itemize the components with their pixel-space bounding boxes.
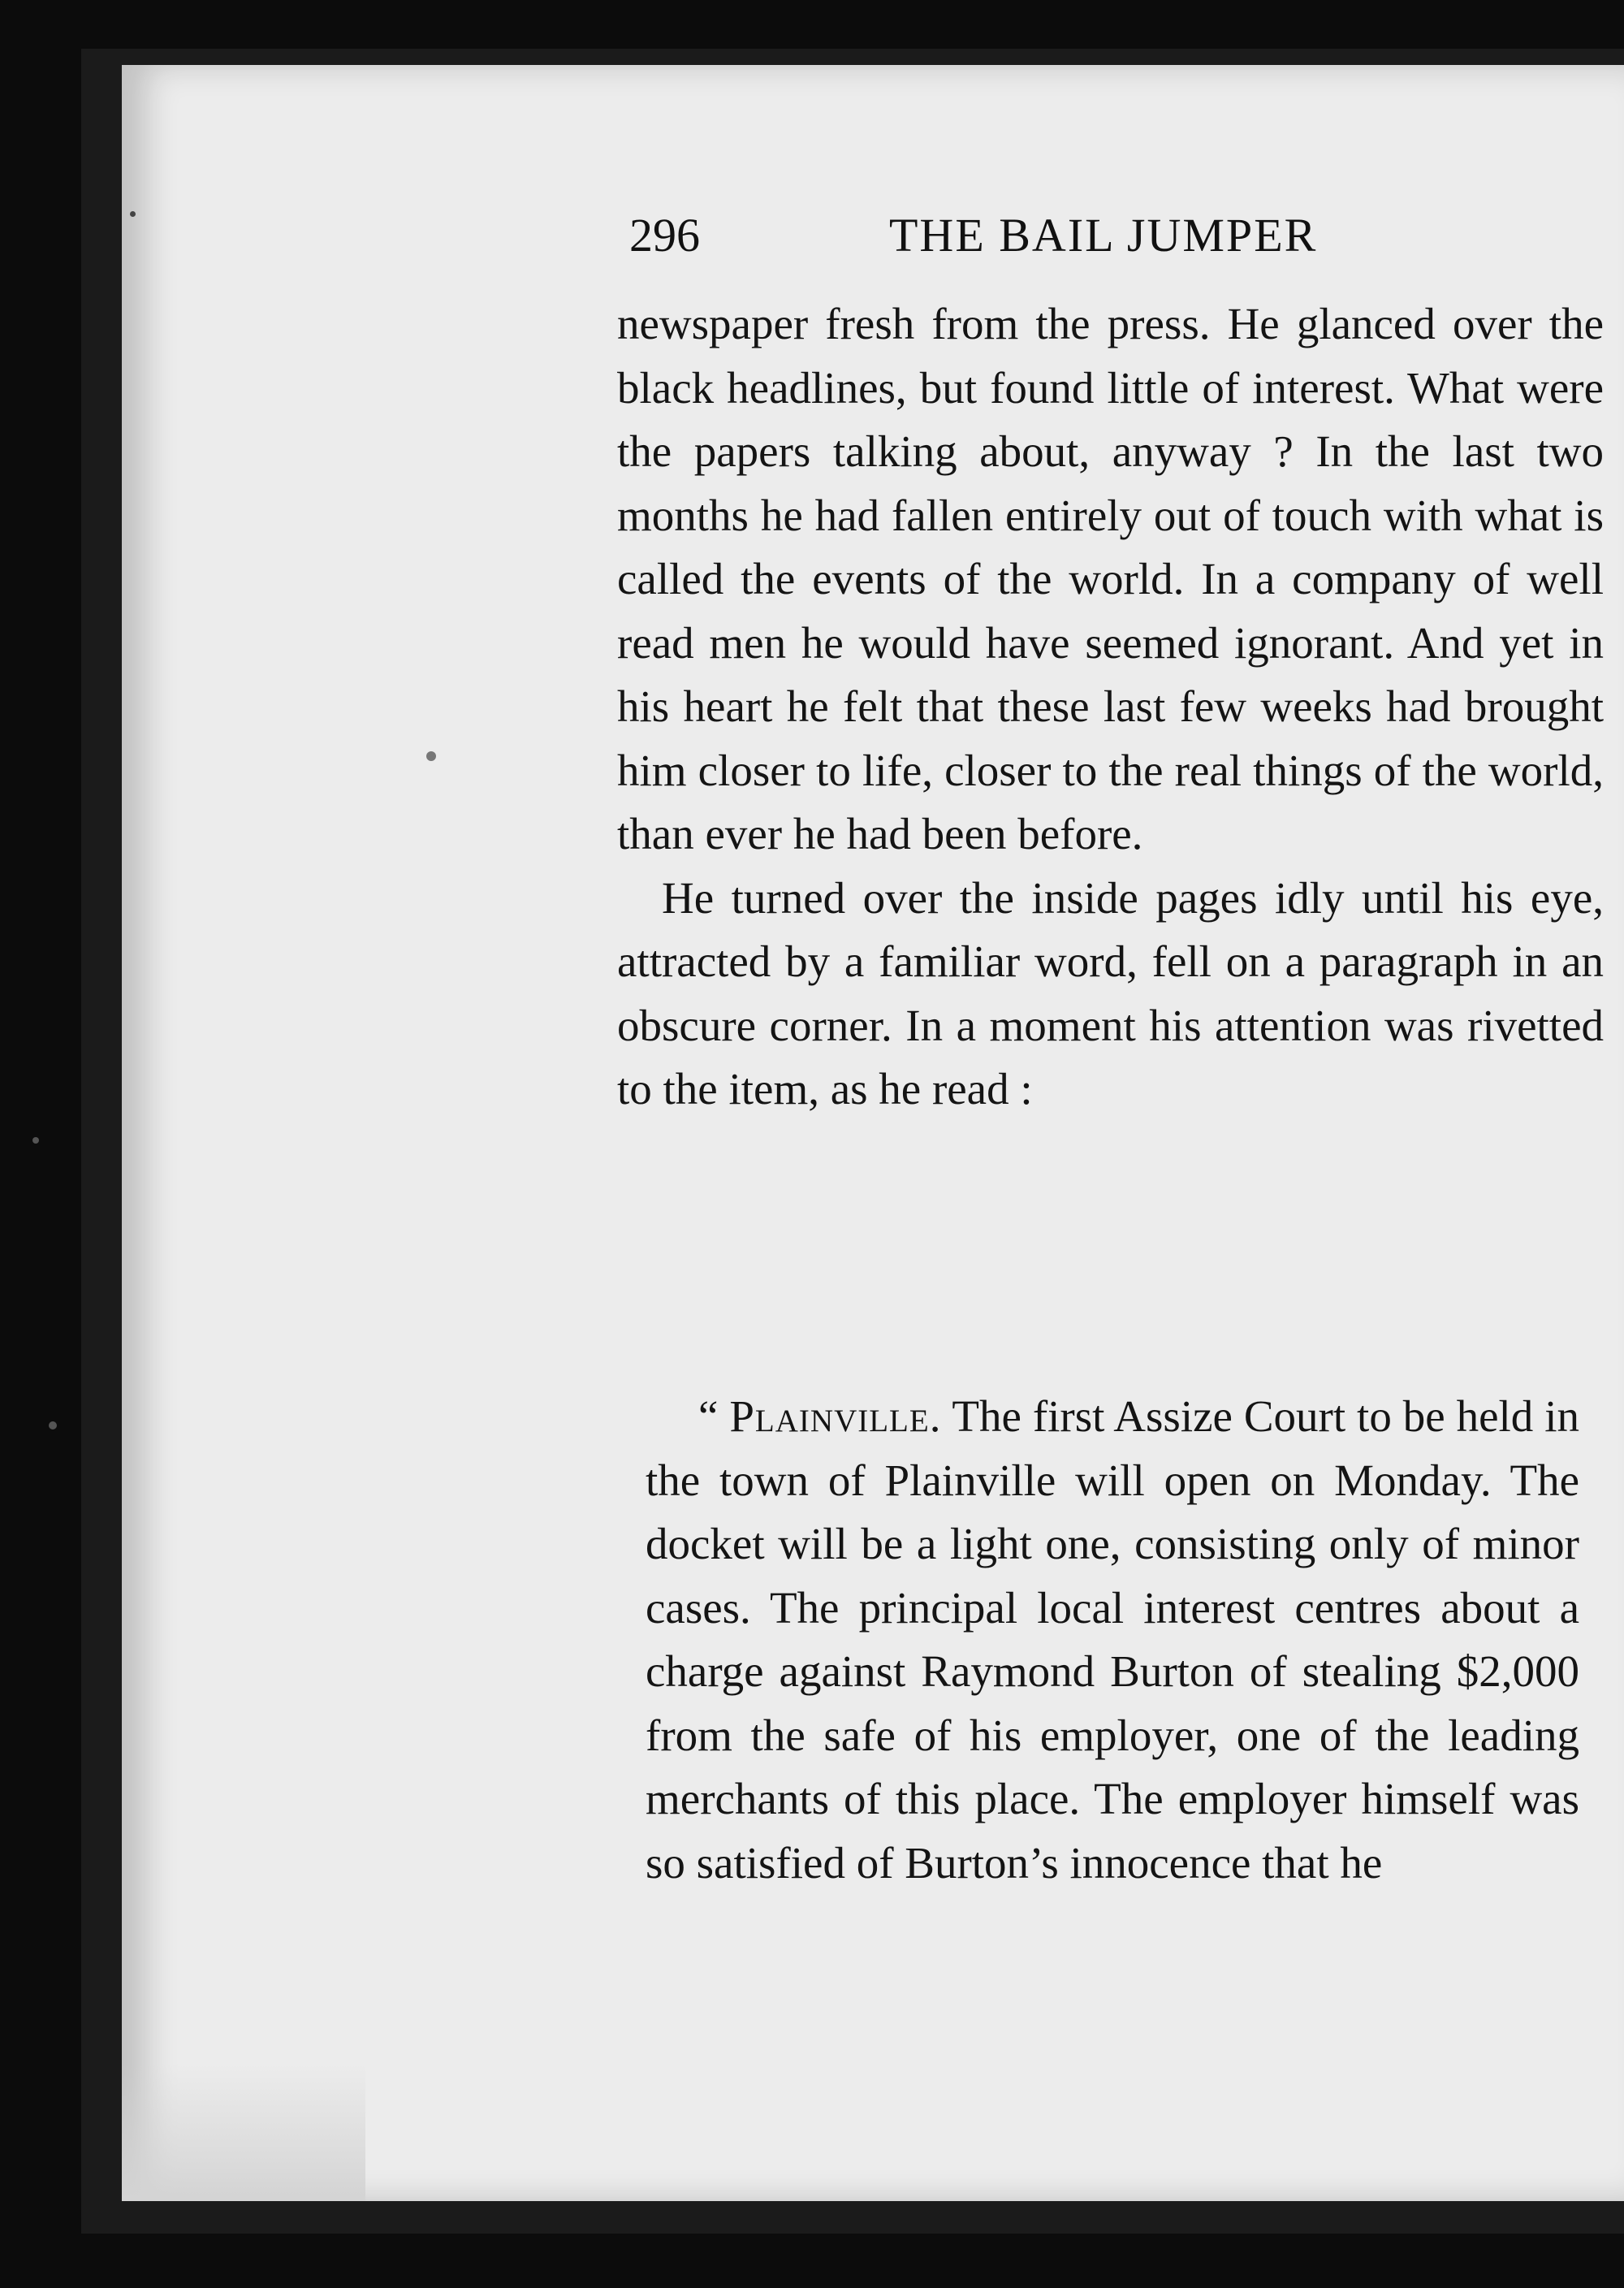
scan-speck [426, 751, 436, 761]
paragraph: newspaper fresh from the press. He glanced over the black headlines, but found little of interest. What were the papers talking about, anyway ? In the last two months he had fallen entirely out of touch with what is called the events of the world. In a company of well read men he would have seemed ignorant. And yet in his heart he felt that these last few weeks had brought him closer to life, closer to the real things of the world, than ever he had been before. [617, 299, 1604, 859]
page-edge-shading [122, 2063, 365, 2201]
scan-speck [49, 1421, 57, 1429]
running-head [629, 203, 1604, 268]
scan-speck [32, 1137, 39, 1144]
body-text [617, 292, 1604, 1122]
newspaper-item-quote [646, 1385, 1579, 1895]
running-title: THE BAIL JUMPER [889, 209, 1318, 262]
paragraph: He turned over the inside pages idly until his eye, attracted by a familiar word, fell on a paragraph in an obscure corner. In a moment his attention was rivetted to the item, as he read : [617, 872, 1604, 1114]
opening-quote-mark: “ [698, 1391, 719, 1441]
page-number: 296 [629, 209, 700, 262]
quote-text: The first Assize Court to be held in the town of Plainville will open on Monday. The docket will be a light one, consisting only of minor cases. The principal local interest centres about a charge against Raymond Burton of stealing $2,000 from the safe of his employer, one of the leading merchants of this place. The employer himself was so satisfied of Burton’s innocence that he [646, 1391, 1579, 1888]
dateline-place: Plainville. [729, 1391, 942, 1441]
scan-speck [130, 211, 136, 217]
quote-paragraph [646, 1385, 1579, 1895]
